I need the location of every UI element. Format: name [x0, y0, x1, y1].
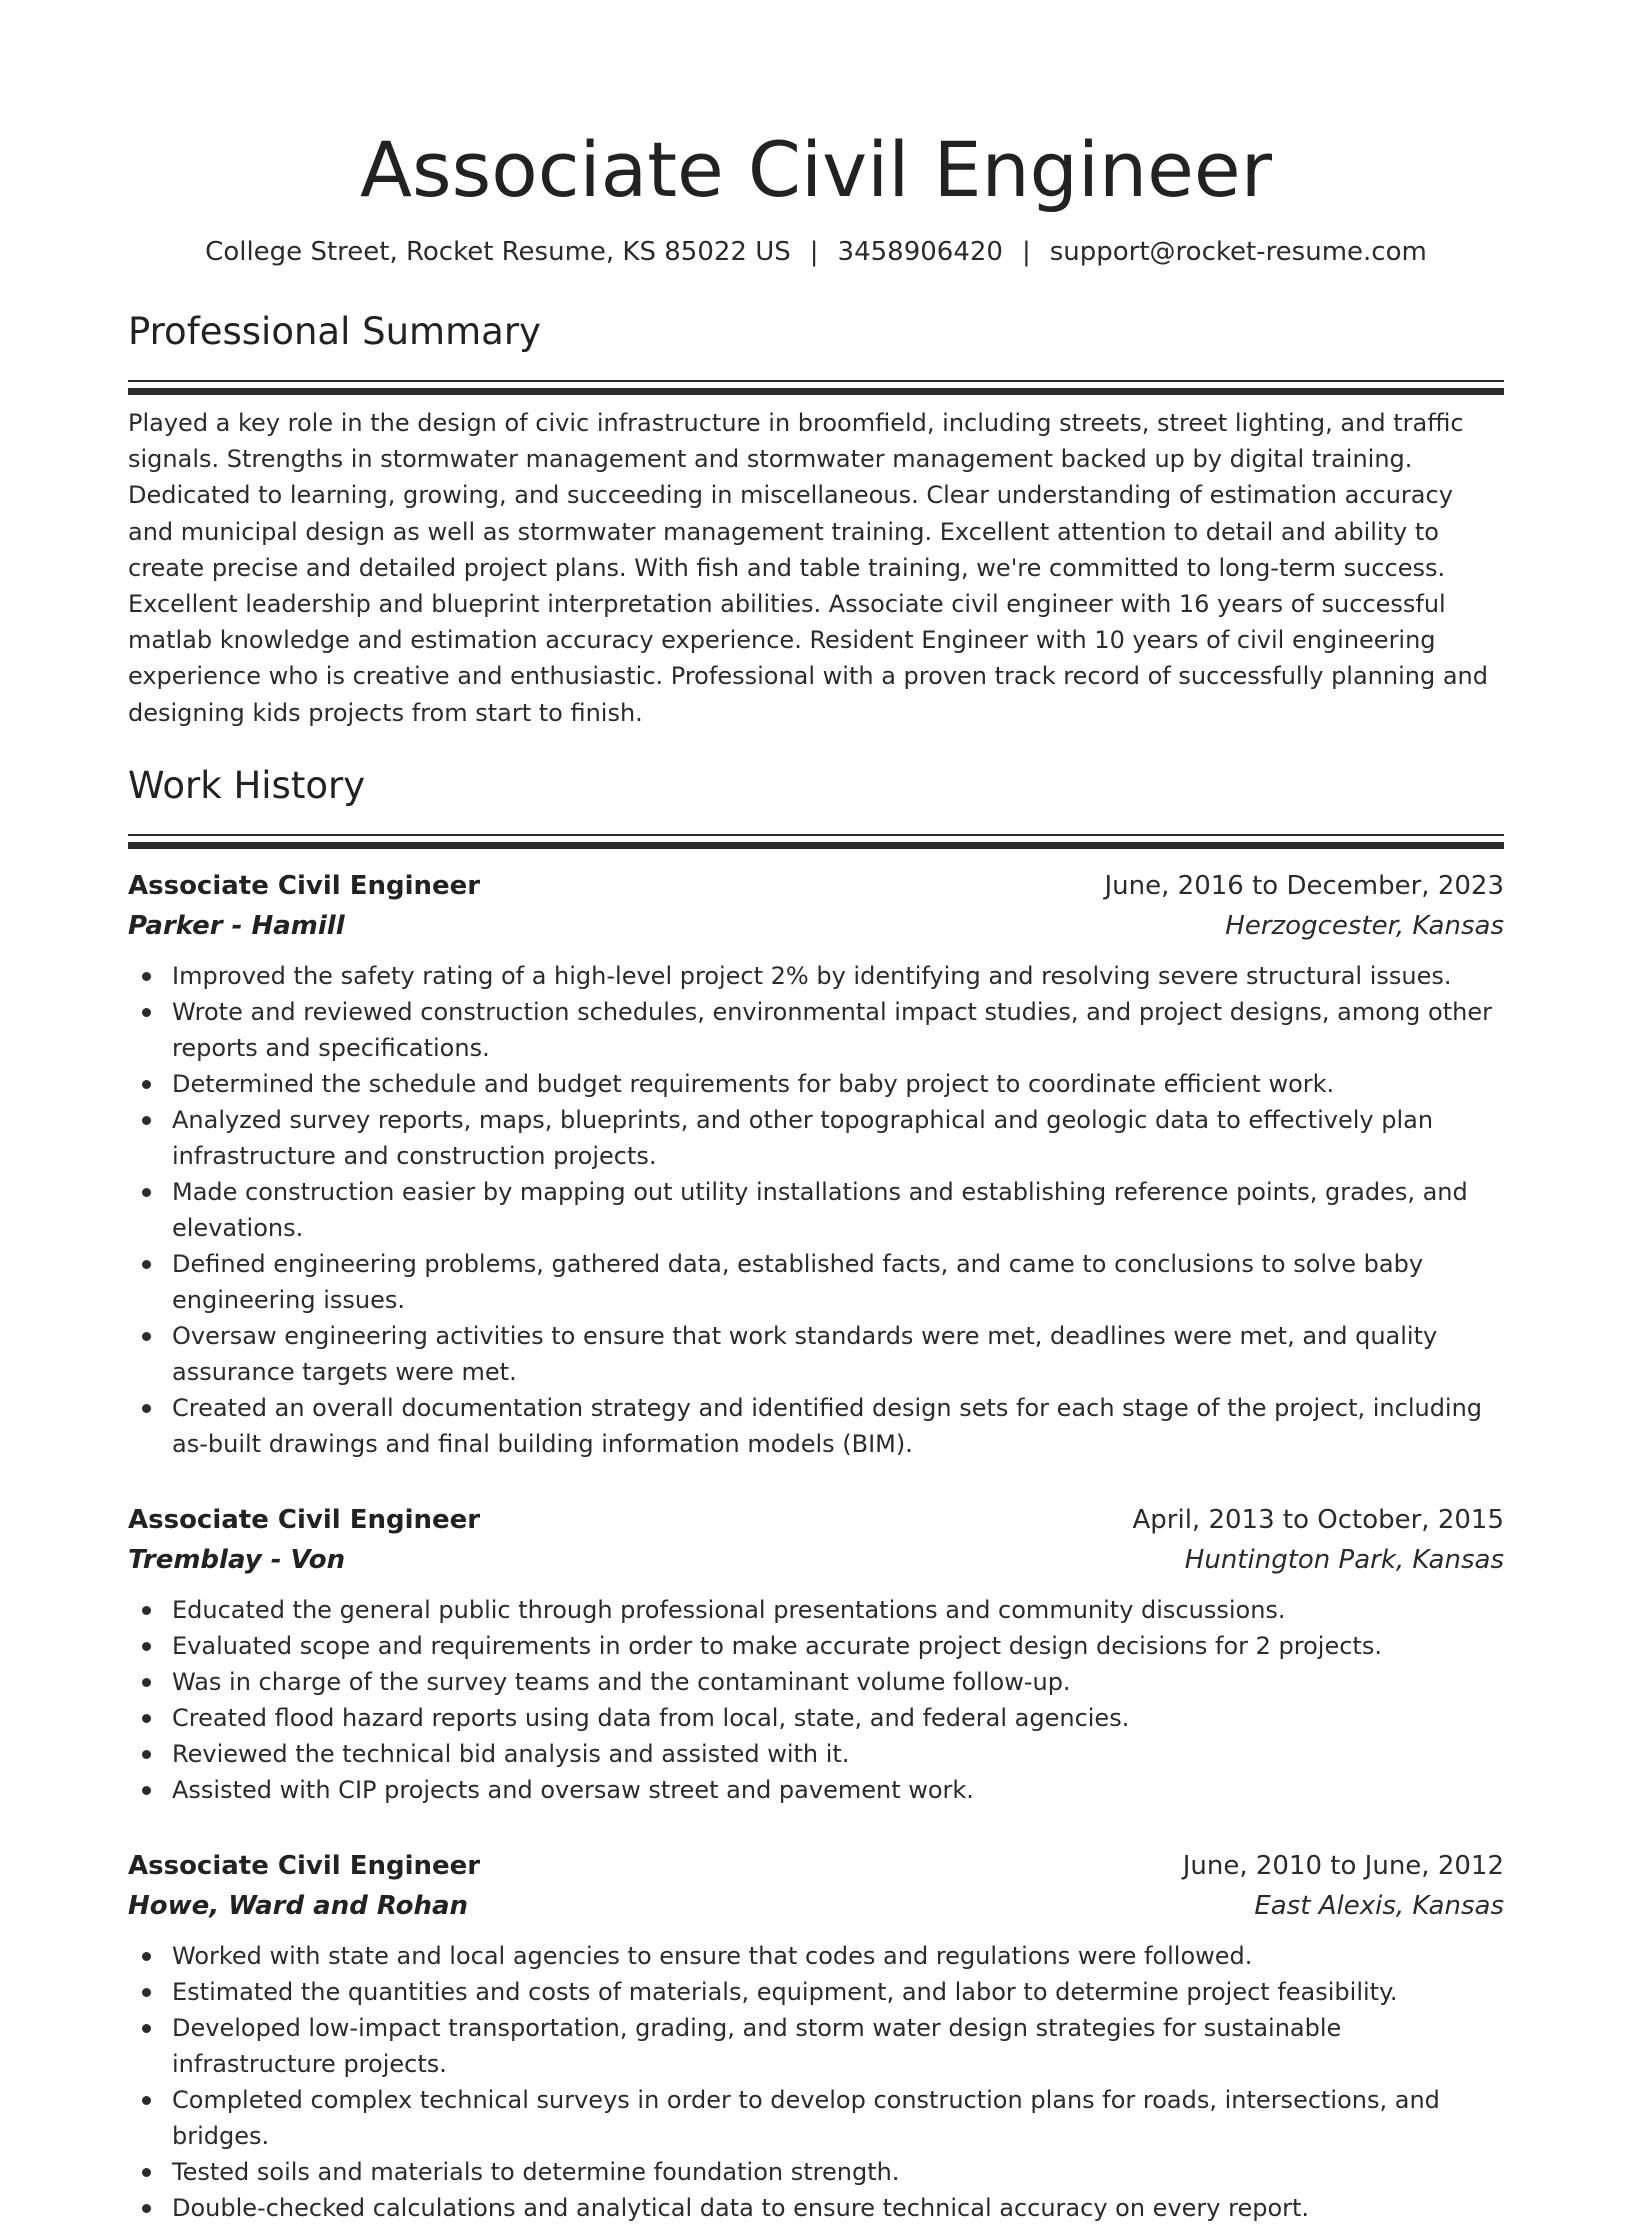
job-dates: April, 2013 to October, 2015: [1132, 1504, 1504, 1535]
resume-page: [128, 0, 1504, 2226]
job-bullet: Wrote and reviewed construction schedules, environmental impact studies, and project designs, among other reports and specifications.: [172, 994, 1504, 1066]
job-company-row: [128, 906, 1504, 946]
job-company-row: [128, 1540, 1504, 1580]
job-dates: June, 2010 to June, 2012: [1182, 1850, 1504, 1881]
job-company-row: [128, 1886, 1504, 1926]
job-title-row: [128, 1500, 1504, 1540]
job-bullet: Developed low-impact transportation, grading, and storm water design strategies for sustainable infrastructure projects.: [172, 2010, 1504, 2082]
job-bullet-list: [128, 1938, 1504, 2226]
job-bullet: Created flood hazard reports using data from local, state, and federal agencies.: [172, 1700, 1504, 1736]
contact-separator: |: [809, 237, 819, 267]
job-bullet: Oversaw engineering activities to ensure that work standards were met, deadlines were met, and quality assurance targets were met.: [172, 1318, 1504, 1390]
job-entry: [128, 866, 1504, 1462]
job-dates: June, 2016 to December, 2023: [1104, 870, 1504, 901]
job-bullet: Improved the safety rating of a high-level project 2% by identifying and resolving severe structural issues.: [172, 958, 1504, 994]
contact-email: support@rocket-resume.com: [1049, 237, 1427, 267]
contact-address: College Street, Rocket Resume, KS 85022 US: [205, 237, 791, 267]
job-title-row: [128, 866, 1504, 906]
job-title-row: [128, 1846, 1504, 1886]
contact-phone: 3458906420: [837, 237, 1003, 267]
section-divider: [128, 834, 1504, 849]
job-entry: [128, 1500, 1504, 1808]
job-bullet: Reviewed the technical bid analysis and assisted with it.: [172, 1736, 1504, 1772]
job-bullet: Evaluated scope and requirements in order to make accurate project design decisions for 2 projects.: [172, 1628, 1504, 1664]
job-bullet: Estimated the quantities and costs of materials, equipment, and labor to determine project feasibility.: [172, 1974, 1504, 2010]
job-bullet: Was in charge of the survey teams and the contaminant volume follow-up.: [172, 1664, 1504, 1700]
job-title: Associate Civil Engineer: [128, 1504, 481, 1535]
job-bullet: Determined the schedule and budget requirements for baby project to coordinate efficient work.: [172, 1066, 1504, 1102]
summary-text: Played a key role in the design of civic infrastructure in broomfield, including streets, street lighting, and traffic signals. Strengths in stormwater management and stormwater management backed up by digital training. Dedicated to learning, growing, and succeeding in miscellaneous. Clear understanding of estimation accuracy and municipal design as well as stormwater management training. Excellent attention to detail and ability to create precise and detailed project plans. With fish and table training, we're committed to long-term success. Excellent leadership and blueprint interpretation abilities. Associate civil engineer with 16 years of successful matlab knowledge and estimation accuracy experience. Resident Engineer with 10 years of civil engineering experience who is creative and enthusiastic. Professional with a proven track record of successfully planning and designing kids projects from start to finish.: [128, 409, 1488, 727]
job-bullet: Created an overall documentation strategy and identified design sets for each stage of the project, including as-built drawings and final building information models (BIM).: [172, 1390, 1504, 1462]
job-title: Associate Civil Engineer: [128, 1850, 481, 1881]
job-bullet-list: [128, 958, 1504, 1462]
professional-summary-section: [128, 306, 1504, 731]
job-company: Tremblay - Von: [128, 1544, 346, 1575]
job-company: Parker - Hamill: [128, 910, 345, 941]
job-company: Howe, Ward and Rohan: [128, 1890, 469, 1921]
work-history-section: [128, 760, 1504, 2226]
section-title-work-history: Work History: [128, 763, 366, 807]
job-bullet: Educated the general public through professional presentations and community discussions.: [172, 1592, 1504, 1628]
job-bullet: Defined engineering problems, gathered data, established facts, and came to conclusions to solve baby engineering issues.: [172, 1246, 1504, 1318]
job-entry: [128, 1846, 1504, 2226]
job-bullet: Made construction easier by mapping out utility installations and establishing reference points, grades, and elevations.: [172, 1174, 1504, 1246]
job-location: Herzogcester, Kansas: [1225, 910, 1504, 941]
job-bullet-list: [128, 1592, 1504, 1808]
job-bullet: Completed complex technical surveys in order to develop construction plans for roads, intersections, and bridges.: [172, 2082, 1504, 2154]
section-divider: [128, 380, 1504, 395]
job-title: Associate Civil Engineer: [128, 870, 481, 901]
job-location: Huntington Park, Kansas: [1184, 1544, 1504, 1575]
contact-line: [128, 234, 1504, 270]
job-bullet: Assisted with CIP projects and oversaw street and pavement work.: [172, 1772, 1504, 1808]
job-bullet: Double-checked calculations and analytical data to ensure technical accuracy on every report.: [172, 2190, 1504, 2226]
job-bullet: Tested soils and materials to determine foundation strength.: [172, 2154, 1504, 2190]
contact-separator: |: [1021, 237, 1031, 267]
job-bullet: Analyzed survey reports, maps, blueprints, and other topographical and geologic data to effectively plan infrastructure and construction projects.: [172, 1102, 1504, 1174]
section-title-summary: Professional Summary: [128, 310, 541, 353]
job-location: East Alexis, Kansas: [1254, 1890, 1504, 1921]
job-bullet: Worked with state and local agencies to ensure that codes and regulations were followed.: [172, 1938, 1504, 1974]
resume-name: Associate Civil Engineer: [360, 125, 1272, 214]
